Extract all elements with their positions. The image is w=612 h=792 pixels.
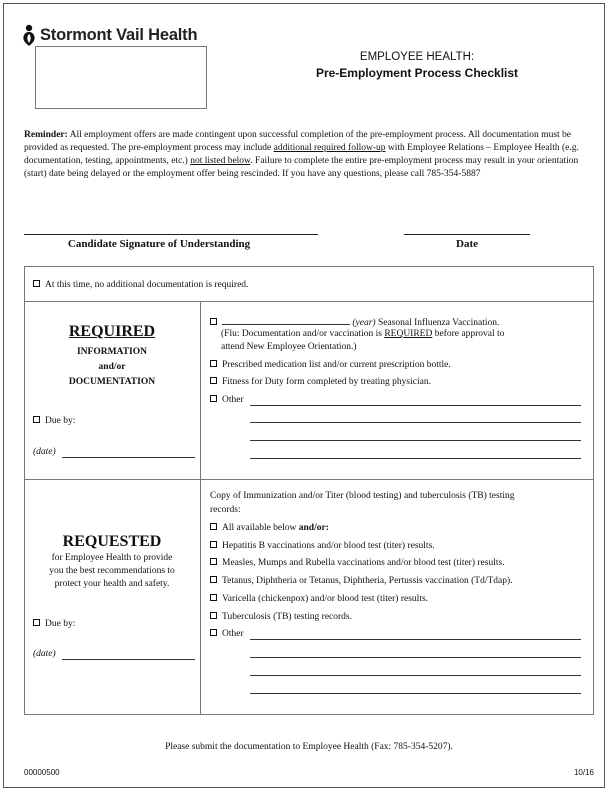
table-divider: [24, 301, 594, 302]
requested-other-line[interactable]: [250, 693, 581, 694]
fitness-row: Fitness for Duty form completed by treating physician.: [210, 377, 431, 387]
required-due-row: [33, 416, 75, 426]
logo: [22, 24, 197, 46]
tb-checkbox[interactable]: [210, 612, 217, 619]
flu-text: Seasonal Influenza Vaccination.: [375, 318, 500, 328]
table-column-divider: [200, 301, 201, 714]
required-sub-information: INFORMATION: [76, 347, 148, 357]
required-other-row: Other: [210, 395, 244, 405]
header-department: EMPLOYEE HEALTH:: [359, 51, 475, 63]
requested-other-line[interactable]: [250, 675, 581, 676]
form-revision-date: 10/16: [573, 768, 594, 777]
immunization-intro-2: records:: [210, 505, 241, 515]
date-line[interactable]: [404, 234, 530, 235]
flu-note-1: (Flu: Documentation and/or vaccination is REQUIRED before approval to: [221, 329, 505, 339]
requested-other-row: Other: [210, 629, 244, 639]
all-available-row: All available below and/or:: [210, 523, 329, 533]
meds-checkbox[interactable]: [210, 360, 217, 367]
flu-year-label: (year): [352, 318, 376, 328]
submit-instructions: Please submit the documentation to Employee Health (Fax: 785-354-5207).: [165, 742, 453, 752]
requested-date-line[interactable]: [62, 659, 195, 660]
required-due-checkbox[interactable]: [33, 416, 40, 423]
flu-row: [210, 315, 499, 328]
requested-due-row: Due by:: [33, 619, 75, 629]
signature-line[interactable]: [24, 234, 318, 235]
logo-text: Stormont Vail Health: [40, 25, 198, 44]
reminder-underline-2: not listed below: [190, 156, 251, 166]
fitness-checkbox[interactable]: [210, 377, 217, 384]
required-other-checkbox[interactable]: [210, 395, 217, 402]
meds-row: Prescribed medication list and/or current prescription bottle.: [210, 360, 451, 370]
mmr-checkbox[interactable]: [210, 558, 217, 565]
flu-checkbox[interactable]: [210, 318, 217, 325]
hepb-row: Hepatitis B vaccinations and/or blood test (titer) results.: [210, 541, 435, 551]
reminder-paragraph: [24, 129, 595, 181]
no-docs-text: At this time, no additional documentation is required.: [45, 280, 249, 290]
all-available-checkbox[interactable]: [210, 523, 217, 530]
flu-year-line[interactable]: [222, 315, 350, 325]
required-due-label: Due by:: [45, 416, 76, 426]
requested-other-line[interactable]: [250, 657, 581, 658]
required-date-line[interactable]: [62, 457, 195, 458]
requested-desc-2: you the best recommendations to: [49, 566, 175, 576]
date-label: Date: [456, 238, 478, 250]
tb-row: Tuberculosis (TB) testing records.: [210, 612, 352, 622]
hepb-checkbox[interactable]: [210, 541, 217, 548]
requested-due-checkbox[interactable]: [33, 619, 40, 626]
table-divider: [24, 479, 594, 480]
tdap-row: Tetanus, Diphtheria or Tetanus, Diphtheria, Pertussis vaccination (Td/Tdap).: [210, 576, 513, 586]
varicella-checkbox[interactable]: [210, 594, 217, 601]
immunization-intro-1: Copy of Immunization and/or Titer (blood testing) and tuberculosis (TB) testing: [210, 491, 515, 501]
reminder-text-1: All employment offers are made contingent upon successful completion of the pre-employment process. All documentation must be provided as requested. The pre-employment process may include: [24, 130, 571, 153]
reminder-lead: Reminder:: [24, 130, 68, 140]
form-code: 00000500: [24, 768, 60, 777]
required-date-label: (date): [33, 447, 56, 457]
logo-placeholder-box: [35, 46, 207, 109]
reminder-text-2: with Employee Relations – Employee Health (e.g. documentation, testing, appointments, etc.): [24, 143, 579, 166]
required-title: REQUIRED: [68, 323, 156, 340]
page-title: Pre-Employment Process Checklist: [315, 66, 519, 80]
requested-title: REQUESTED: [62, 533, 162, 550]
requested-desc-3: protect your health and safety.: [54, 579, 170, 589]
requested-other-line[interactable]: [250, 639, 581, 640]
required-other-line[interactable]: [250, 458, 581, 459]
mmr-row: Measles, Mumps and Rubella vaccinations and/or blood test (titer) results.: [210, 558, 505, 568]
requested-date-label: (date): [33, 649, 56, 659]
required-other-line[interactable]: [250, 422, 581, 423]
varicella-row: Varicella (chickenpox) and/or blood test (titer) results.: [210, 594, 428, 604]
signature-label: Candidate Signature of Understanding: [67, 238, 251, 250]
tdap-checkbox[interactable]: [210, 576, 217, 583]
flu-note-2: attend New Employee Orientation.): [221, 342, 357, 352]
reminder-text-3: . Failure to complete the entire pre-employment process may result in your orientation (start) date being delayed or the employment offer being rescinded. If you have any questions, please call 785-354-5887: [24, 156, 579, 179]
no-docs-row: [33, 280, 248, 290]
reminder-underline-1: additional required follow-up: [273, 143, 386, 153]
logo-icon: [22, 24, 36, 46]
required-sub-documentation: DOCUMENTATION: [68, 377, 156, 387]
no-docs-checkbox[interactable]: [33, 280, 40, 287]
required-other-line[interactable]: [250, 405, 581, 406]
required-sub-andor: and/or: [98, 362, 126, 372]
requested-other-checkbox[interactable]: [210, 629, 217, 636]
requested-desc-1: for Employee Health to provide: [51, 553, 173, 563]
required-other-line[interactable]: [250, 440, 581, 441]
